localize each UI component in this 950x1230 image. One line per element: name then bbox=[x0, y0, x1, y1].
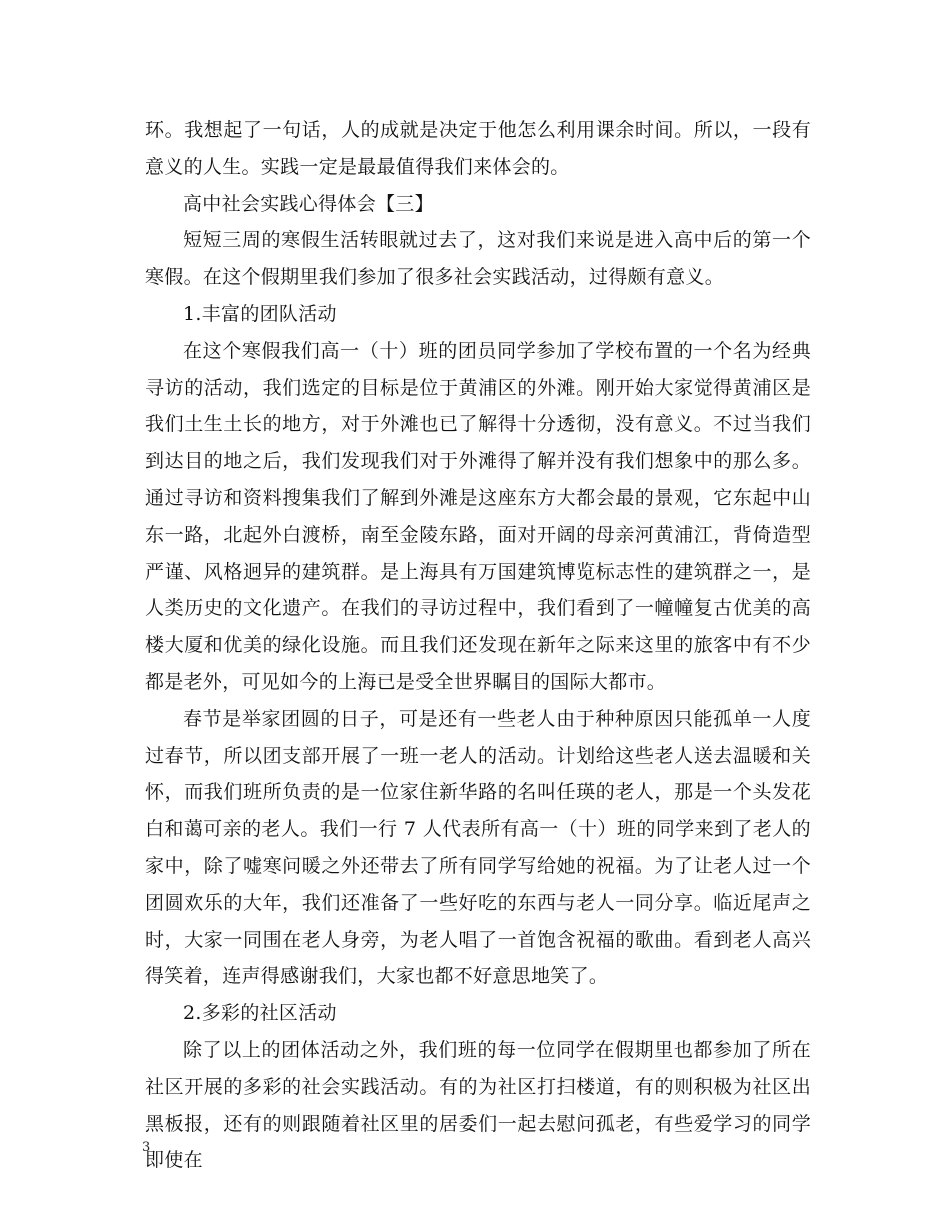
paragraph-community: 除了以上的团体活动之外，我们班的每一位同学在假期里也都参加了所在社区开展的多彩的社会实践活动。有的为社区打扫楼道，有的则积极为社区出黑板报，还有的则跟随着社区里的居委们一起去慰问孤老，有些爱学习的同学即使在 bbox=[145, 1038, 811, 1172]
paragraph-bund-visit: 在这个寒假我们高一（十）班的团员同学参加了学校布置的一个名为经典寻访的活动，我们选定的目标是位于黄浦区的外滩。刚开始大家觉得黄浦区是我们土生土长的地方，对于外滩也已了解得十分透彻，没有意义。不过当我们到达目的地之后，我们发现我们对于外滩得了解并没有我们想象中的那么多。通过寻访和资料搜集我们了解到外滩是这座东方大都会最的景观，它东起中山东一路，北起外白渡桥，南至金陵东路，面对开阔的母亲河黄浦江，背倚造型严谨、风格迥异的建筑群。是上海具有万国建筑博览标志性的建筑群之一，是人类历史的文化遗产。在我们的寻访过程中，我们看到了一幢幢复古优美的高楼大厦和优美的绿化设施。而且我们还发现在新年之际来这里的旅客中有不少都是老外，可见如今的上海已是受全世界瞩目的国际大都市。 bbox=[145, 339, 811, 693]
paragraph-continuation: 环。我想起了一句话，人的成就是决定于他怎么利用课余时间。所以，一段有意义的人生。实践一定是最最值得我们来体会的。 bbox=[145, 119, 811, 178]
subheading-team-activities: 1.丰富的团队活动 bbox=[183, 302, 337, 325]
paragraph-intro: 短短三周的寒假生活转眼就过去了，这对我们来说是进入高中后的第一个寒假。在这个假期里我们参加了很多社会实践活动，过得颇有意义。 bbox=[145, 229, 811, 289]
subheading-community-activities: 2.多彩的社区活动 bbox=[183, 1002, 337, 1025]
document-body bbox=[145, 112, 811, 1179]
page-number: 3 bbox=[142, 1140, 151, 1155]
paragraph-elderly-visit: 春节是举家团圆的日子，可是还有一些老人由于种种原因只能孤单一人度过春节，所以团支部开展了一班一老人的活动。计划给这些老人送去温暖和关怀，而我们班所负责的是一位家住新华路的名叫任瑛的老人，那是一个头发花白和蔼可亲的老人。我们一行 7 人代表所有高一（十）班的同学来到了老人的家中，除了嘘寒问暖之外还带去了所有同学写给她的祝福。为了让老人过一个团圆欢乐的大年，我们还准备了一些好吃的东西与老人一同分享。临近尾声之时，大家一同围在老人身旁，为老人唱了一首饱含祝福的歌曲。看到老人高兴得笑着，连声得感谢我们，大家也都不好意思地笑了。 bbox=[145, 707, 811, 988]
section-heading: 高中社会实践心得体会【三】 bbox=[183, 192, 434, 215]
